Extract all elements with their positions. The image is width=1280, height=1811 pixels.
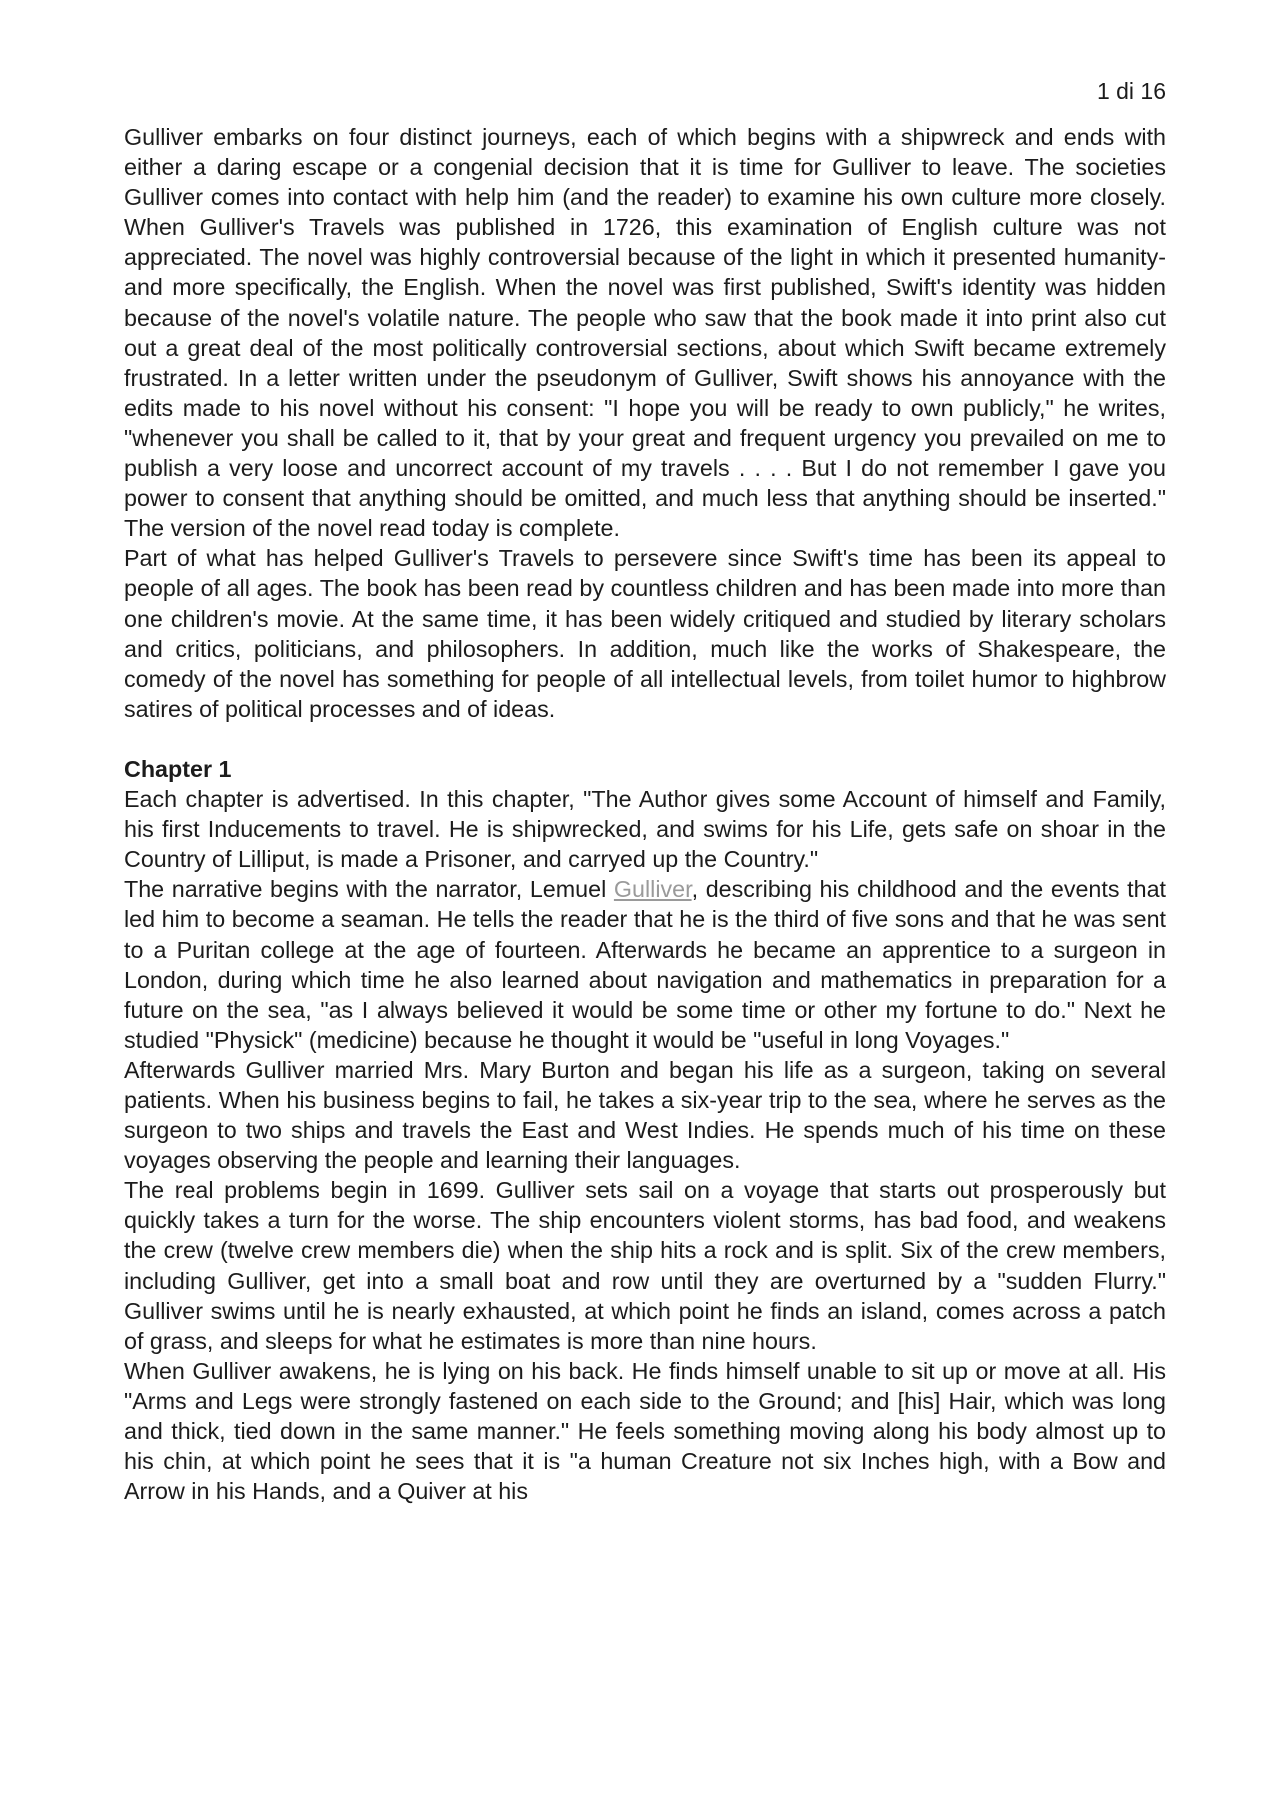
- chapter-1-narrative-paragraph: [124, 874, 1166, 1055]
- narrative-text-before-link: The narrative begins with the narrator, Lemuel: [124, 876, 614, 903]
- page-number: 1 di 16: [1096, 78, 1166, 104]
- document-body: [124, 122, 1166, 1506]
- chapter-1-paragraph-marriage: Afterwards Gulliver married Mrs. Mary Burton and began his life as a surgeon, taking on several patients. When his business begins to fail, he takes a six-year trip to the sea, where he serves as the surgeon to two ships and travels the East and West Indies. He spends much of his time on these voyages observing the people and learning their languages.: [124, 1056, 1166, 1174]
- section-spacer: [124, 724, 1166, 754]
- narrative-text-after-link: , describing his childhood and the events that led him to become a seaman. He tells the reader that he is the third of five sons and that he was sent to a Puritan college at the age of fourteen. Afterwards he became an apprentice to a surgeon in London, during which time he also learned about navigation and mathematics in preparation for a future on the sea, "as I always believed it would be some time or other my fortune to do." Next he studied "Physick" (medicine) because he thought it would be "useful in long Voyages.": [124, 876, 1167, 1053]
- intro-paragraph-1: Gulliver embarks on four distinct journeys, each of which begins with a shipwreck and ends with either a daring escape or a congenial decision that it is time for Gulliver to leave. The societies Gulliver comes into contact with help him (and the reader) to examine his own culture more closely. When Gulliver's Travels was published in 1726, this examination of English culture was not appreciated. The novel was highly controversial because of the light in which it presented humanity-and more specifically, the English. When the novel was first published, Swift's identity was hidden because of the novel's volatile nature. The people who saw that the book made it into print also cut out a great deal of the most politically controversial sections, about which Swift became extremely frustrated. In a letter written under the pseudonym of Gulliver, Swift shows his annoyance with the edits made to his novel without his consent: "I hope you will be ready to own publicly," he writes, "whenever you shall be called to it, that by your great and frequent urgency you prevailed on me to publish a very loose and uncorrect account of my travels . . . . But I do not remember I gave you power to consent that anything should be omitted, and much less that anything should be inserted." The version of the novel read today is complete.: [124, 124, 1166, 542]
- chapter-1-heading: Chapter 1: [124, 755, 232, 782]
- gulliver-link[interactable]: Gulliver: [613, 876, 692, 903]
- intro-paragraph-2: Part of what has helped Gulliver's Travels to persevere since Swift's time has been its appeal to people of all ages. The book has been read by countless children and has been made into more than one children's movie. At the same time, it has been widely critiqued and studied by literary scholars and critics, politicians, and philosophers. In addition, much like the works of Shakespeare, the comedy of the novel has something for people of all intellectual levels, from toilet humor to highbrow satires of political processes and of ideas.: [124, 545, 1166, 722]
- chapter-1-paragraph-voyage: The real problems begin in 1699. Gulliver sets sail on a voyage that starts out prosperously but quickly takes a turn for the worse. The ship encounters violent storms, has bad food, and weakens the crew (twelve crew members die) when the ship hits a rock and is split. Six of the crew members, including Gulliver, get into a small boat and row until they are overturned by a "sudden Flurry." Gulliver swims until he is nearly exhausted, at which point he finds an island, comes across a patch of grass, and sleeps for what he estimates is more than nine hours.: [124, 1177, 1166, 1354]
- chapter-1-advert-paragraph: Each chapter is advertised. In this chapter, "The Author gives some Account of himself and Family, his first Inducements to travel. He is shipwrecked, and swims for his Life, gets safe on shoar in the Country of Lilliput, is made a Prisoner, and carryed up the Country.": [124, 786, 1166, 873]
- chapter-1-paragraph-awakening: When Gulliver awakens, he is lying on his back. He finds himself unable to sit up or move at all. His "Arms and Legs were strongly fastened on each side to the Ground; and [his] Hair, which was long and thick, tied down in the same manner." He feels something moving along his body almost up to his chin, at which point he sees that it is "a human Creature not six Inches high, with a Bow and Arrow in his Hands, and a Quiver at his: [124, 1357, 1166, 1505]
